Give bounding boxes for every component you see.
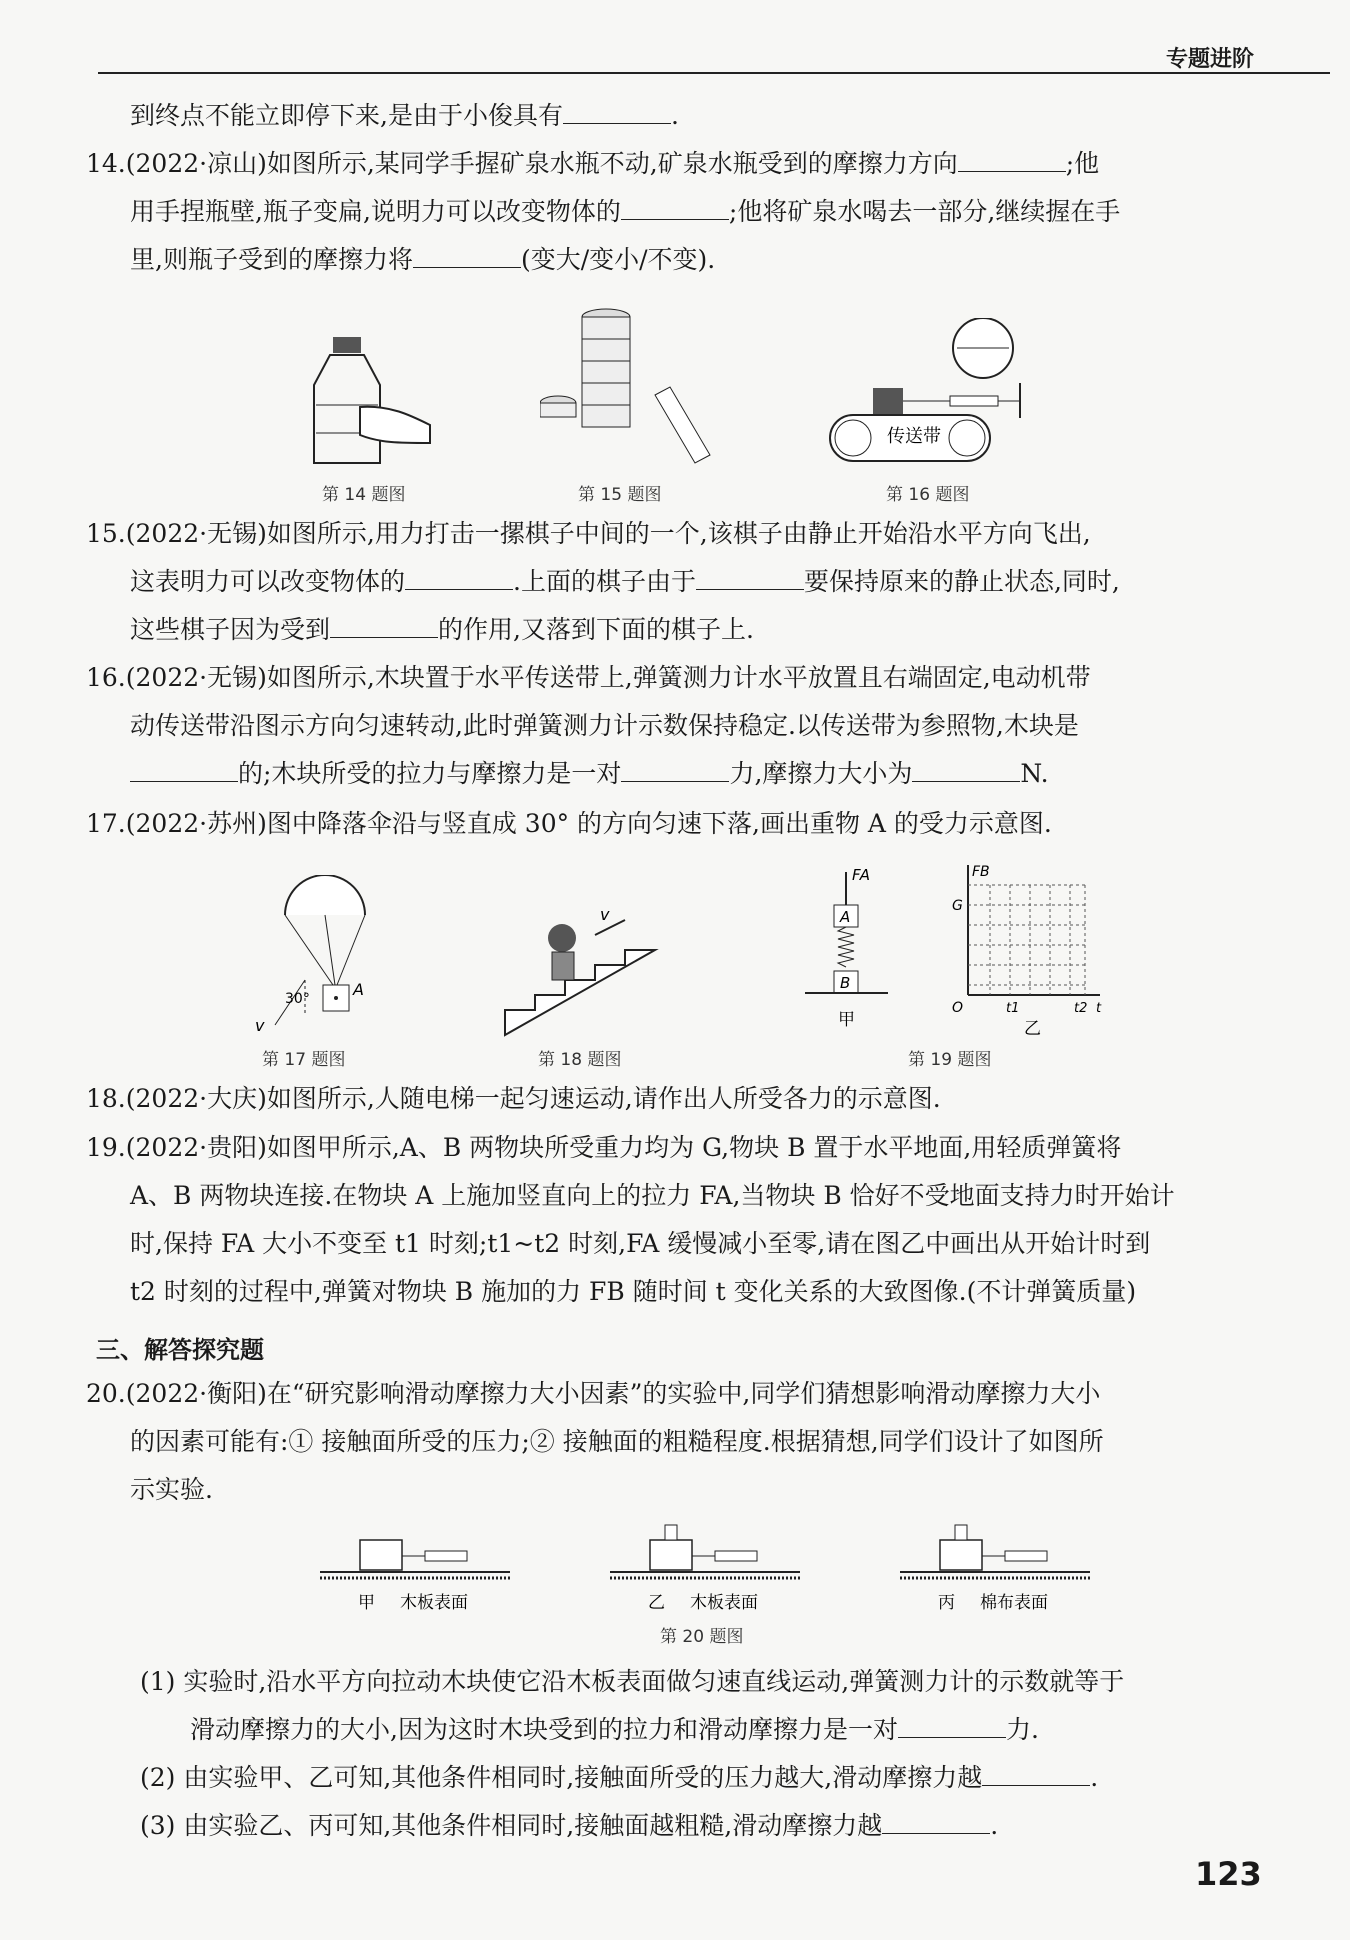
caption-16: 第 16 题图 bbox=[886, 485, 970, 505]
stacked-chess-figure bbox=[540, 305, 715, 475]
q20-line2: 的因素可能有:① 接触面所受的压力;② 接触面的粗糙程度.根据猜想,同学们设计了如图所 bbox=[130, 1427, 1104, 1456]
label-A: A bbox=[840, 908, 851, 926]
answer-blank[interactable] bbox=[958, 145, 1066, 172]
q14-line1 bbox=[86, 140, 1099, 188]
page-number: 123 bbox=[1195, 1855, 1262, 1893]
answer-blank[interactable] bbox=[130, 755, 238, 782]
q19-line2: A、B 两物块连接.在物块 A 上施加竖直向上的拉力 FA,当物块 B 恰好不受地面支持力时开始计 bbox=[130, 1181, 1175, 1210]
surface-label: 木板表面 bbox=[400, 1593, 468, 1613]
text: . bbox=[990, 1811, 999, 1840]
text: 要保持原来的静止状态,同时, bbox=[803, 567, 1120, 596]
text: 的作用,又落到下面的棋子上. bbox=[438, 615, 754, 644]
label-A: A bbox=[353, 980, 364, 999]
text: ;他 bbox=[1065, 149, 1100, 178]
label-jia: 甲 bbox=[358, 1593, 375, 1613]
answer-blank[interactable] bbox=[696, 563, 804, 590]
q15-line1: 15.(2022·无锡)如图所示,用力打击一摞棋子中间的一个,该棋子由静止开始沿水平方向飞出, bbox=[86, 519, 1091, 548]
caption-17: 第 17 题图 bbox=[262, 1050, 346, 1070]
text: . bbox=[1090, 1763, 1099, 1792]
experiment-yi bbox=[610, 1525, 800, 1613]
label-jia: 甲 bbox=[838, 1010, 855, 1030]
caption-15: 第 15 题图 bbox=[578, 485, 662, 505]
spring-blocks-figure bbox=[800, 860, 890, 1035]
section-heading: 三、解答探究题 bbox=[96, 1336, 264, 1364]
q15-line2 bbox=[130, 558, 1120, 606]
q16-line3 bbox=[130, 750, 1049, 798]
text: 滑动摩擦力的大小,因为这时木块受到的拉力和滑动摩擦力是一对 bbox=[190, 1715, 898, 1744]
answer-blank[interactable] bbox=[621, 193, 729, 220]
label-v: v bbox=[255, 1016, 265, 1035]
experiment-bing bbox=[900, 1525, 1090, 1613]
label-yi: 乙 bbox=[648, 1593, 665, 1613]
text: (变大/变小/不变). bbox=[520, 245, 716, 274]
label-O: O bbox=[952, 1000, 964, 1016]
text: 到终点不能立即停下来,是由于小俊具有 bbox=[130, 101, 563, 130]
text: N. bbox=[1020, 759, 1049, 788]
header-rule bbox=[98, 72, 1330, 74]
answer-blank[interactable] bbox=[982, 1759, 1090, 1786]
parachute-figure bbox=[245, 875, 375, 1035]
fb-time-graph bbox=[950, 860, 1110, 1045]
surface-label: 木板表面 bbox=[690, 1593, 758, 1613]
q18-line1: 18.(2022·大庆)如图所示,人随电梯一起匀速运动,请作出人所受各力的示意图. bbox=[86, 1084, 941, 1113]
bottle-hand-figure bbox=[290, 325, 440, 475]
q19-line4: t2 时刻的过程中,弹簧对物块 B 施加的力 FB 随时间 t 变化关系的大致图像.(不计弹簧质量) bbox=[130, 1277, 1137, 1306]
label-t1: t1 bbox=[1006, 1001, 1020, 1016]
label-bing: 丙 bbox=[938, 1593, 955, 1613]
header-title: 专题进阶 bbox=[1166, 47, 1255, 72]
text: 这表明力可以改变物体的 bbox=[130, 567, 406, 596]
answer-blank[interactable] bbox=[405, 563, 513, 590]
label-t2: t2 bbox=[1074, 1001, 1088, 1016]
text: 力,摩擦力大小为 bbox=[729, 759, 913, 788]
q16-line1: 16.(2022·无锡)如图所示,木块置于水平传送带上,弹簧测力计水平放置且右端固定,电动机带 bbox=[86, 663, 1091, 692]
answer-blank[interactable] bbox=[882, 1807, 990, 1834]
label-t: t bbox=[1096, 1001, 1102, 1016]
answer-blank[interactable] bbox=[563, 97, 671, 124]
q20-sub1-line2 bbox=[190, 1706, 1039, 1754]
caption-19: 第 19 题图 bbox=[908, 1050, 992, 1070]
label-B: B bbox=[840, 974, 851, 992]
caption-18: 第 18 题图 bbox=[538, 1050, 622, 1070]
text: (2) 由实验甲、乙可知,其他条件相同时,接触面所受的压力越大,滑动摩擦力越 bbox=[140, 1763, 983, 1792]
text: .上面的棋子由于 bbox=[513, 567, 696, 596]
text: ;他将矿泉水喝去一部分,继续握在手 bbox=[728, 197, 1121, 226]
friction-experiment-figure bbox=[310, 1520, 1100, 1620]
caption-20: 第 20 题图 bbox=[660, 1627, 744, 1647]
experiment-jia bbox=[320, 1540, 510, 1613]
label-FA: FA bbox=[852, 866, 871, 884]
answer-blank[interactable] bbox=[413, 241, 521, 268]
q15-line3 bbox=[130, 606, 754, 654]
text: 14.(2022·凉山)如图所示,某同学手握矿泉水瓶不动,矿泉水瓶受到的摩擦力方向 bbox=[86, 149, 958, 178]
label-v: v bbox=[600, 905, 610, 924]
angle-label: 30° bbox=[285, 991, 310, 1007]
text: 用手捏瓶壁,瓶子变扁,说明力可以改变物体的 bbox=[130, 197, 621, 226]
q19-line1: 19.(2022·贵阳)如图甲所示,A、B 两物块所受重力均为 G,物块 B 置于水平地面,用轻质弹簧将 bbox=[86, 1133, 1122, 1162]
belt-label: 传送带 bbox=[887, 426, 941, 447]
line-carryover bbox=[130, 92, 679, 140]
text: (3) 由实验乙、丙可知,其他条件相同时,接触面越粗糙,滑动摩擦力越 bbox=[140, 1811, 883, 1840]
answer-blank[interactable] bbox=[898, 1711, 1006, 1738]
q14-line3 bbox=[130, 236, 715, 284]
label-yi: 乙 bbox=[1024, 1019, 1041, 1039]
q17-line1: 17.(2022·苏州)图中降落伞沿与竖直成 30° 的方向匀速下落,画出重物 A 的受力示意图. bbox=[86, 809, 1052, 838]
conveyor-belt-figure bbox=[815, 318, 1045, 473]
text: 里,则瓶子受到的摩擦力将 bbox=[130, 245, 413, 274]
q19-line3: 时,保持 FA 大小不变至 t1 时刻;t1~t2 时刻,FA 缓慢减小至零,请在图乙中画出从开始计时到 bbox=[130, 1229, 1151, 1258]
text: 的;木块所受的拉力与摩擦力是一对 bbox=[238, 759, 622, 788]
text: 这些棋子因为受到 bbox=[130, 615, 331, 644]
text: 力. bbox=[1005, 1715, 1039, 1744]
escalator-figure bbox=[500, 900, 660, 1040]
q20-sub2 bbox=[140, 1754, 1098, 1802]
q14-line2 bbox=[130, 188, 1120, 236]
answer-blank[interactable] bbox=[912, 755, 1020, 782]
q16-line2: 动传送带沿图示方向匀速转动,此时弹簧测力计示数保持稳定.以传送带为参照物,木块是 bbox=[130, 711, 1079, 740]
caption-14: 第 14 题图 bbox=[322, 485, 406, 505]
q20-line1: 20.(2022·衡阳)在“研究影响滑动摩擦力大小因素”的实验中,同学们猜想影响滑动摩擦力大小 bbox=[86, 1379, 1101, 1408]
label-FB: FB bbox=[972, 864, 990, 880]
q20-line3: 示实验. bbox=[130, 1475, 213, 1504]
q20-sub1-line1: (1) 实验时,沿水平方向拉动木块使它沿木板表面做匀速直线运动,弹簧测力计的示数就等于 bbox=[140, 1667, 1125, 1696]
answer-blank[interactable] bbox=[621, 755, 729, 782]
q20-sub3 bbox=[140, 1802, 998, 1850]
answer-blank[interactable] bbox=[330, 611, 438, 638]
label-G: G bbox=[952, 898, 963, 914]
surface-label: 棉布表面 bbox=[980, 1593, 1048, 1613]
text: . bbox=[670, 101, 679, 130]
